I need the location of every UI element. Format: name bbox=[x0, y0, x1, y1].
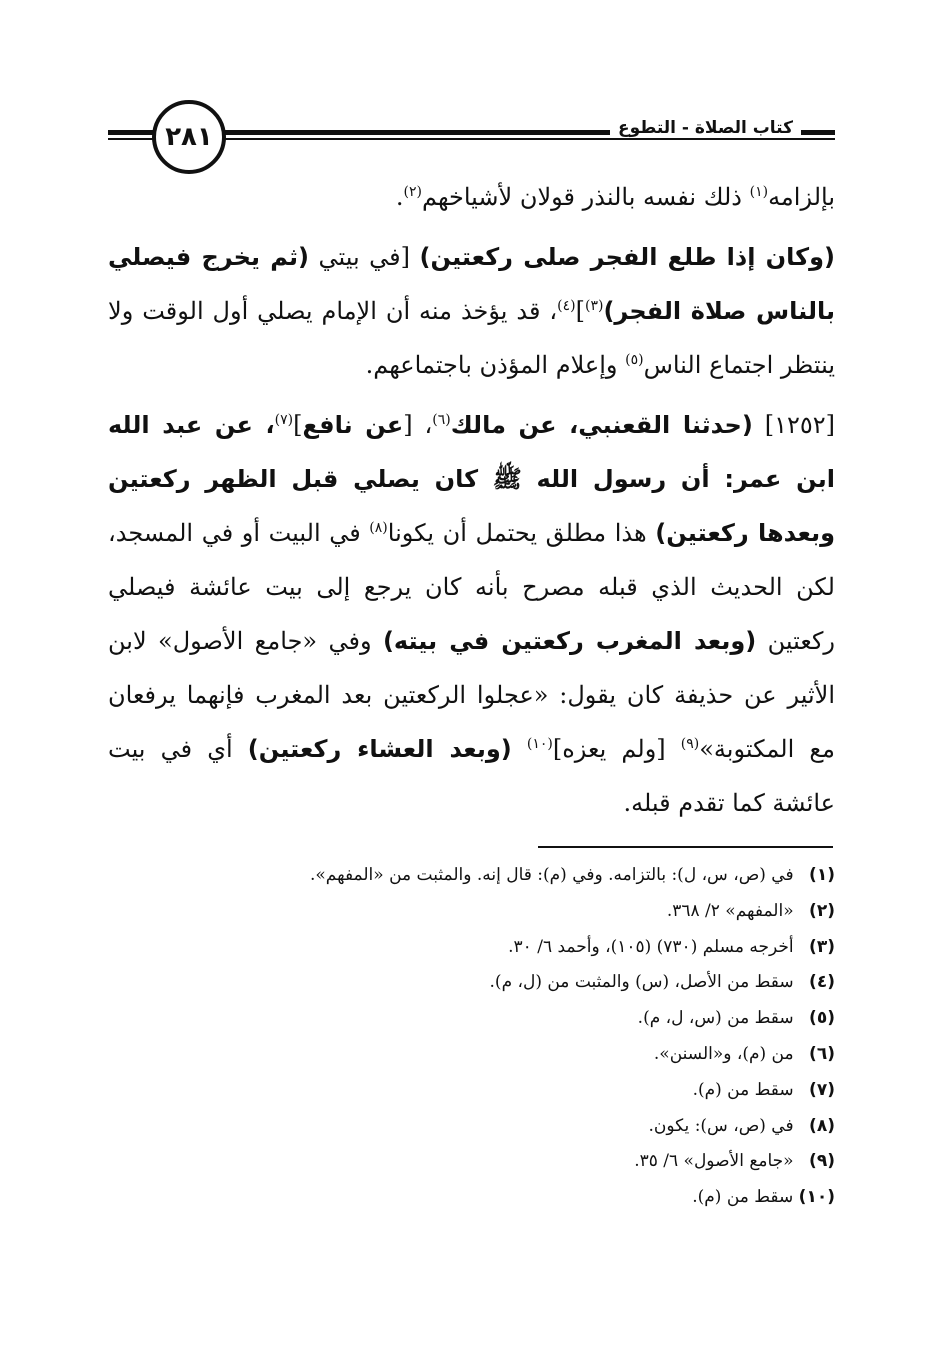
text-run: بإلزامه bbox=[768, 183, 835, 211]
footnote-item bbox=[108, 930, 835, 966]
hadith-text: (وكان إذا طلع الفجر صلى ركعتين) bbox=[419, 243, 835, 271]
footnote-item bbox=[108, 965, 835, 1001]
footnote-ref[interactable]: (٦) bbox=[432, 412, 451, 428]
footnote-number: (٢) bbox=[809, 900, 835, 921]
text-run: ، قد يؤخذ منه أن الإمام يصلي أول الوقت ولا ينتظر اجتماع الناس bbox=[108, 297, 835, 379]
footnote-number: (٨) bbox=[809, 1115, 835, 1136]
footnote-item bbox=[108, 894, 835, 930]
footnote-text: سقط من الأصل، (س) والمثبت من (ل، م). bbox=[489, 972, 794, 993]
footnote-number: (٦) bbox=[809, 1043, 835, 1064]
footnote-ref[interactable]: (٣) bbox=[584, 298, 604, 314]
text-run: وإعلام المؤذن باجتماعهم. bbox=[365, 351, 626, 379]
footnote-ref[interactable]: (٩) bbox=[680, 736, 700, 752]
text-run: أي في بيت عائشة كما تقدم قبله. bbox=[108, 735, 835, 817]
text-run: ] bbox=[575, 297, 585, 325]
footnote-number: (٩) bbox=[809, 1151, 835, 1172]
footnote-item bbox=[108, 1109, 835, 1145]
text-run: ، [ bbox=[403, 411, 433, 439]
footnote-item bbox=[108, 1037, 835, 1073]
hadith-text: ، عن عبد الله ابن عمر: أن رسول الله ﷺ كان يصلي قبل الظهر ركعتين وبعدها ركعتين) bbox=[108, 411, 836, 547]
hadith-number: [١٢٥٢] bbox=[752, 411, 835, 439]
footnote-separator bbox=[538, 846, 833, 848]
footnote-text: أخرجه مسلم (٧٣٠) (١٠٥)، وأحمد ٦/ ٣٠. bbox=[508, 936, 794, 957]
page-number: ٢٨١ bbox=[165, 122, 213, 152]
hadith-text: (ثم يخرج فيصلي بالناس صلاة الفجر) bbox=[108, 243, 835, 325]
page-number-badge bbox=[152, 100, 226, 174]
main-text bbox=[108, 170, 835, 836]
footnote-ref[interactable]: (١) bbox=[749, 184, 769, 200]
footnote-item bbox=[108, 1073, 835, 1109]
footnote-ref[interactable]: (٧) bbox=[274, 412, 294, 428]
running-title: كتاب الصلاة - التطوع bbox=[610, 118, 801, 138]
text-run bbox=[512, 735, 527, 763]
footnote-ref[interactable]: (٨) bbox=[369, 520, 388, 536]
footnote-text: «جامع الأصول» ٦/ ٣٥. bbox=[634, 1151, 794, 1172]
hadith-text: (حدثنا القعنبي، عن مالك bbox=[450, 411, 753, 439]
paragraph-2 bbox=[108, 230, 835, 392]
footnote-text: «المفهم» ٢/ ٣٦٨. bbox=[666, 900, 794, 921]
hadith-text: (وبعد المغرب ركعتين في بيته) bbox=[382, 627, 757, 655]
footnotes-list bbox=[108, 858, 835, 1216]
hadith-text: (وبعد العشاء ركعتين) bbox=[247, 735, 512, 763]
footnote-text: في (ص، س، ل): بالتزامه. وفي (م): قال إنه. والمثبت من «المفهم». bbox=[310, 865, 794, 885]
footnote-number: (٧) bbox=[809, 1079, 835, 1100]
page-header bbox=[108, 96, 835, 176]
footnote-text: سقط من (س، ل، م). bbox=[637, 1008, 794, 1029]
footnote-text: سقط من (م). bbox=[692, 1187, 794, 1208]
footnote-number: (١) bbox=[809, 865, 835, 885]
footnote-text: من (م)، و«السنن». bbox=[653, 1043, 794, 1064]
paragraph-1 bbox=[108, 170, 835, 224]
text-run: ] bbox=[293, 411, 303, 439]
text-run: [في بيتي bbox=[309, 243, 420, 271]
footnote-number: (٣) bbox=[809, 936, 835, 957]
hadith-text: عن نافع bbox=[302, 411, 404, 439]
footnote-item bbox=[108, 1180, 835, 1216]
text-run: [ولم يعزه] bbox=[552, 735, 681, 763]
footnote-item bbox=[108, 1001, 835, 1037]
text-run: في البيت أو في المسجد، لكن الحديث الذي قبله مصرح بأنه كان يرجع إلى بيت عائشة فيصلي ركعتين bbox=[108, 519, 835, 655]
paragraph-3 bbox=[108, 398, 835, 830]
text-run: . bbox=[395, 183, 404, 211]
text-run: ذلك نفسه بالنذر قولان لأشياخهم bbox=[421, 183, 750, 211]
footnote-number: (١٠) bbox=[798, 1187, 835, 1208]
text-run: هذا مطلق يحتمل أن يكونا bbox=[387, 519, 656, 547]
footnote-ref[interactable]: (١٠) bbox=[526, 736, 553, 752]
footnote-text: سقط من (م). bbox=[692, 1079, 794, 1100]
footnote-item bbox=[108, 1144, 835, 1180]
footnote-ref[interactable]: (٤) bbox=[557, 298, 576, 314]
footnote-ref[interactable]: (٥) bbox=[625, 352, 644, 368]
footnote-ref[interactable]: (٢) bbox=[403, 184, 422, 200]
footnote-number: (٤) bbox=[809, 972, 835, 993]
footnote-item bbox=[108, 858, 835, 894]
footnote-text: في (ص، س): يكون. bbox=[648, 1115, 794, 1136]
footnote-number: (٥) bbox=[809, 1008, 835, 1029]
text-run: وفي «جامع الأصول» لابن الأثير عن حذيفة كان يقول: «عجلوا الركعتين بعد المغرب فإنهما يرفعان مع المكتوبة» bbox=[108, 627, 835, 763]
